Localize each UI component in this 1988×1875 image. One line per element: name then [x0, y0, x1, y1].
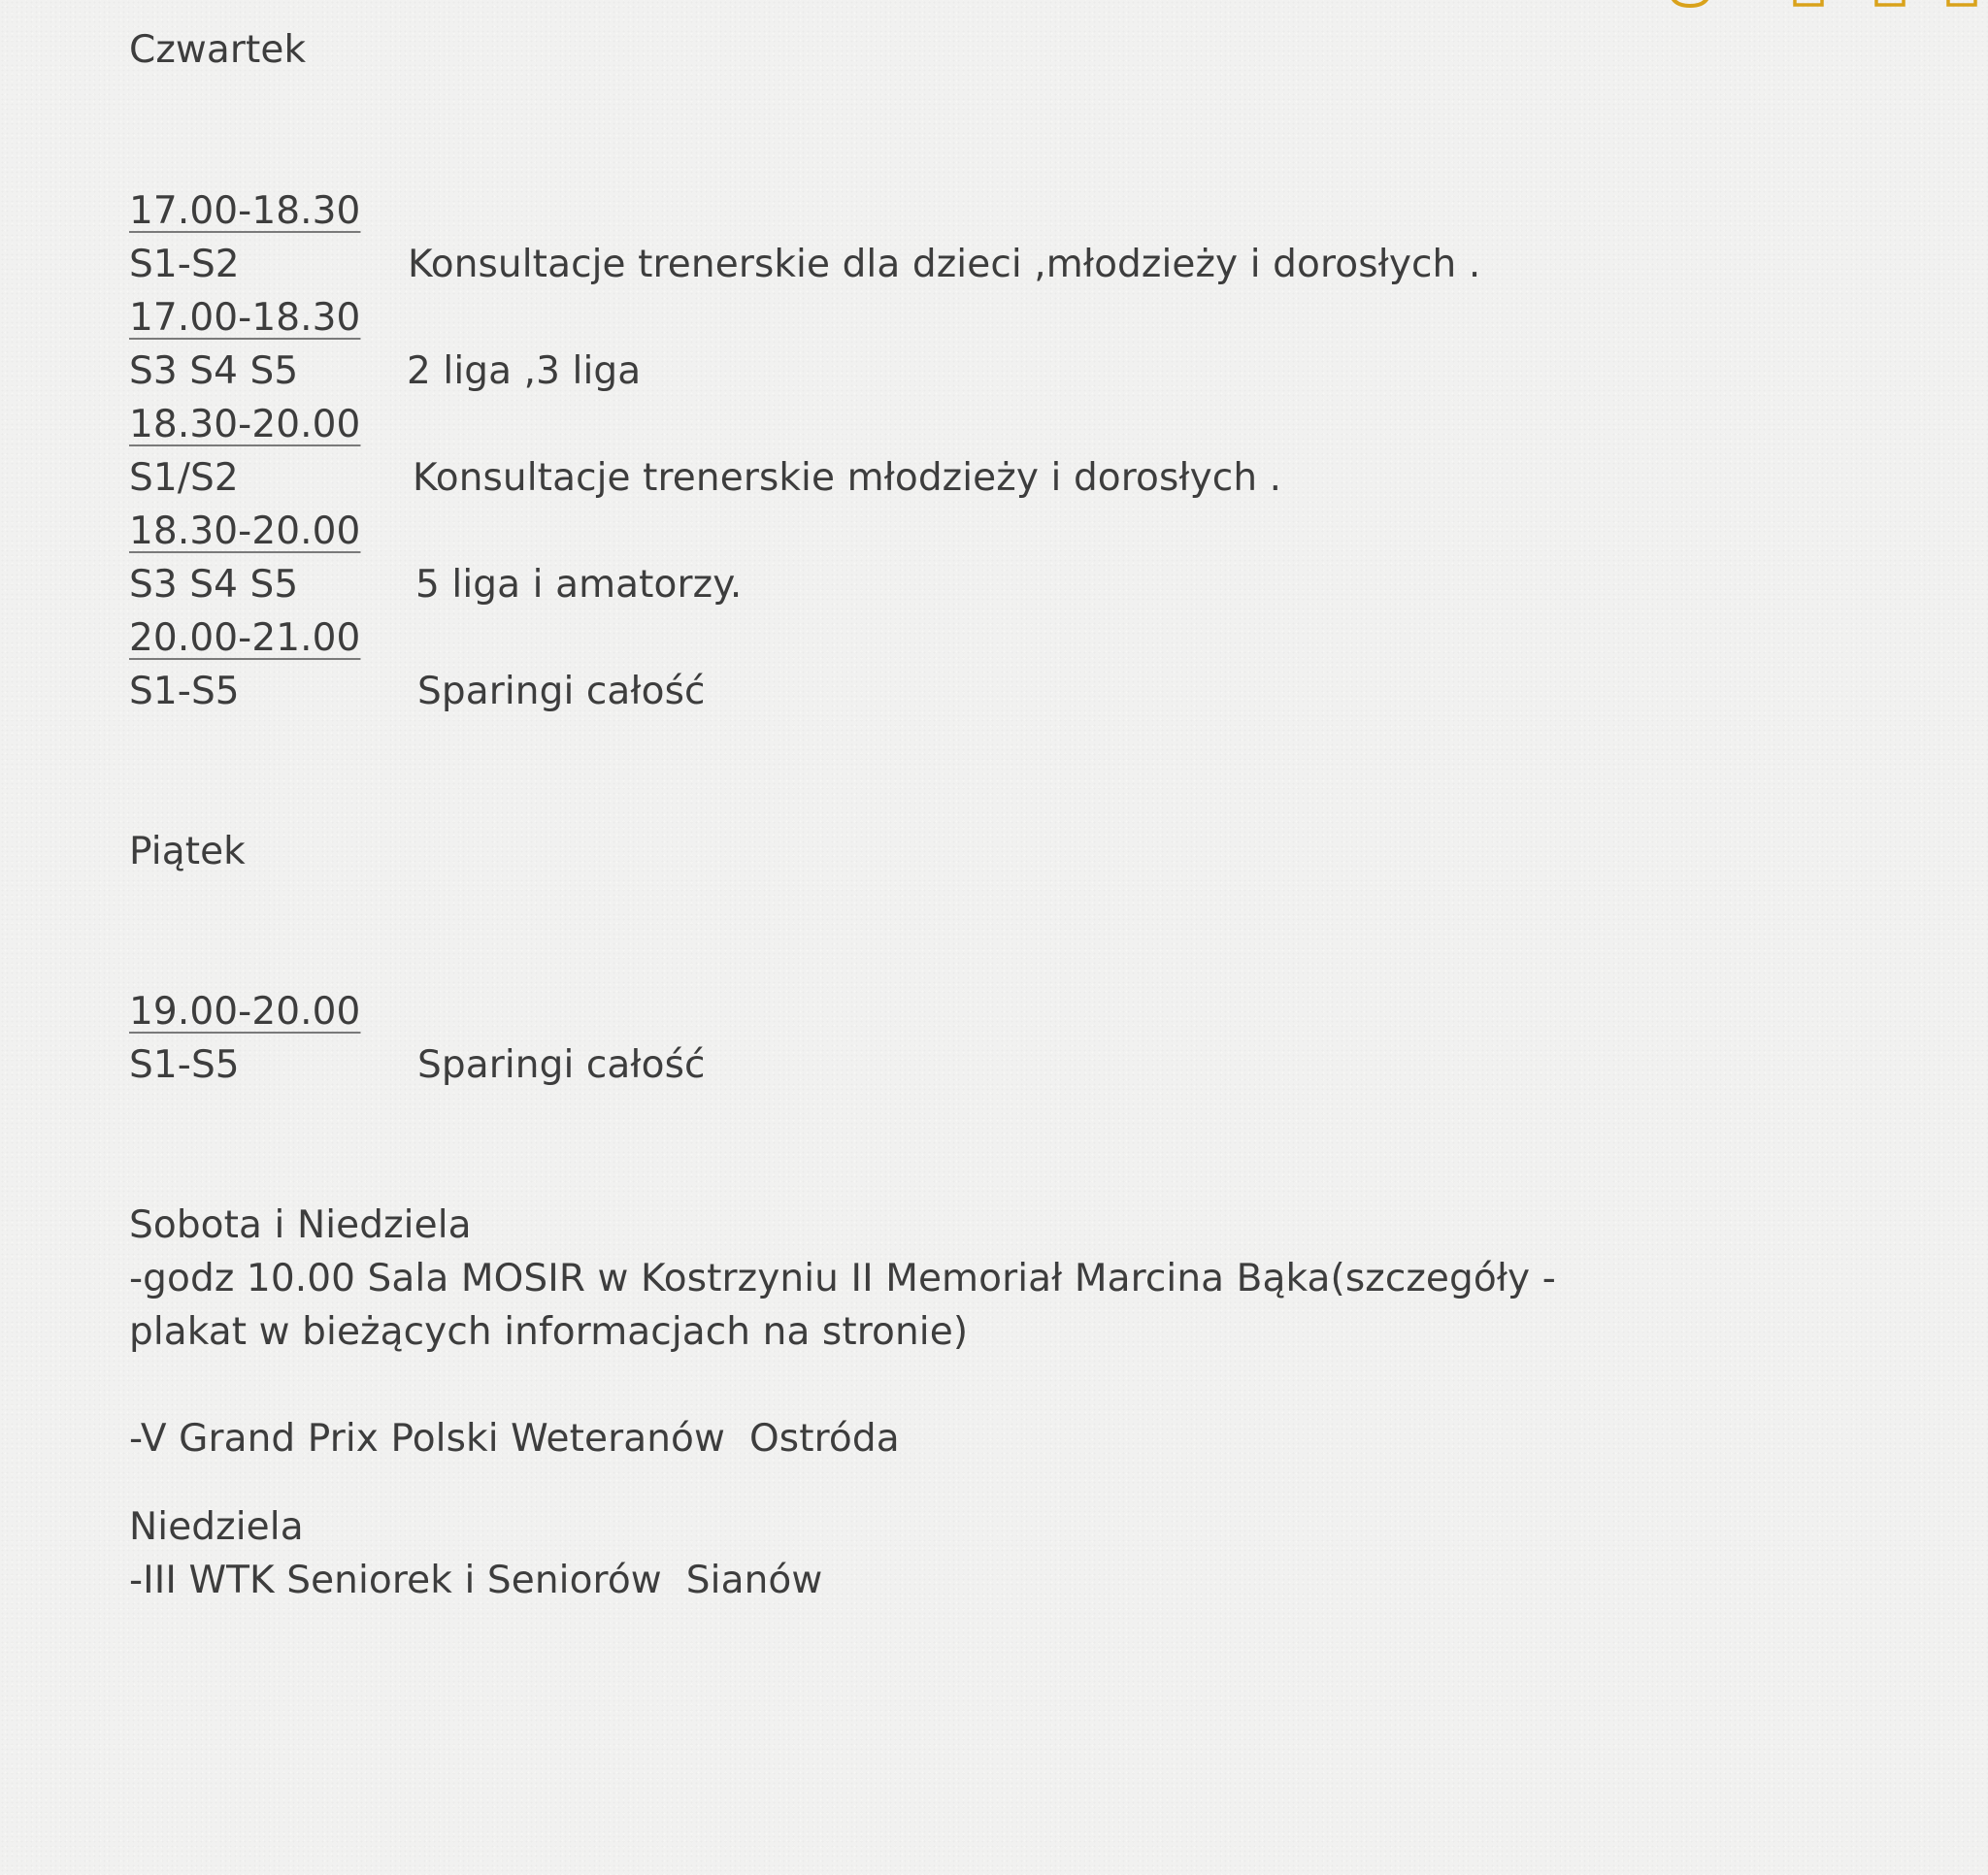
- session-description: Konsultacje trenerskie dla dzieci ,młodzieży i dorosłych .: [408, 243, 1481, 286]
- schedule-time: [129, 184, 1682, 238]
- schedule-row: [129, 451, 1682, 505]
- time-range: 18.30-20.00: [129, 403, 361, 446]
- session-description: Sparingi całość: [417, 670, 706, 713]
- document-icon[interactable]: [1873, 0, 1906, 8]
- tables-label: S3 S4 S5: [129, 563, 299, 607]
- sunday-event-wtk: -III WTK Seniorek i Seniorów Sianów: [129, 1559, 823, 1602]
- day-heading-weekend: Sobota i Niedziela: [129, 1203, 472, 1247]
- document-icon[interactable]: [1945, 0, 1978, 8]
- day-heading-thursday: Czwartek: [129, 28, 307, 72]
- tables-label: S1-S5: [129, 1043, 240, 1087]
- schedule-time: [129, 611, 1682, 665]
- weekend-event-memorial: -godz 10.00 Sala MOSIR w Kostrzyniu II Memoriał Marcina Bąka(szczegóły -plakat w bieżących informacjach na stronie): [129, 1257, 1556, 1354]
- session-description: Konsultacje trenerskie młodzieży i dorosłych .: [413, 456, 1282, 500]
- schedule-time: [129, 291, 1682, 345]
- day-heading-friday: Piątek: [129, 830, 246, 873]
- time-range: 19.00-20.00: [129, 990, 361, 1034]
- session-description: 2 liga ,3 liga: [407, 349, 642, 393]
- user-icon[interactable]: [1668, 0, 1712, 8]
- schedule-time: [129, 505, 1682, 558]
- tables-label: S3 S4 S5: [129, 349, 299, 393]
- note-body[interactable]: [129, 23, 1682, 1607]
- session-description: Sparingi całość: [417, 1043, 706, 1087]
- schedule-time: [129, 985, 1682, 1038]
- session-description: 5 liga i amatorzy.: [415, 563, 743, 607]
- document-icon[interactable]: [1792, 0, 1825, 8]
- schedule-row: [129, 345, 1682, 398]
- time-range: 20.00-21.00: [129, 616, 361, 660]
- time-range: 18.30-20.00: [129, 510, 361, 553]
- toolbar: [1541, 0, 1988, 8]
- tables-label: S1-S2: [129, 243, 240, 286]
- schedule-row: [129, 665, 1682, 718]
- schedule-time: [129, 398, 1682, 451]
- time-range: 17.00-18.30: [129, 296, 361, 340]
- tables-label: S1-S5: [129, 670, 240, 713]
- schedule-row: [129, 1038, 1682, 1092]
- day-heading-sunday: Niedziela: [129, 1505, 304, 1549]
- time-range: 17.00-18.30: [129, 189, 361, 233]
- schedule-row: [129, 558, 1682, 611]
- schedule-row: [129, 238, 1682, 291]
- tables-label: S1/S2: [129, 456, 239, 500]
- weekend-event-grand-prix: -V Grand Prix Polski Weteranów Ostróda: [129, 1417, 900, 1461]
